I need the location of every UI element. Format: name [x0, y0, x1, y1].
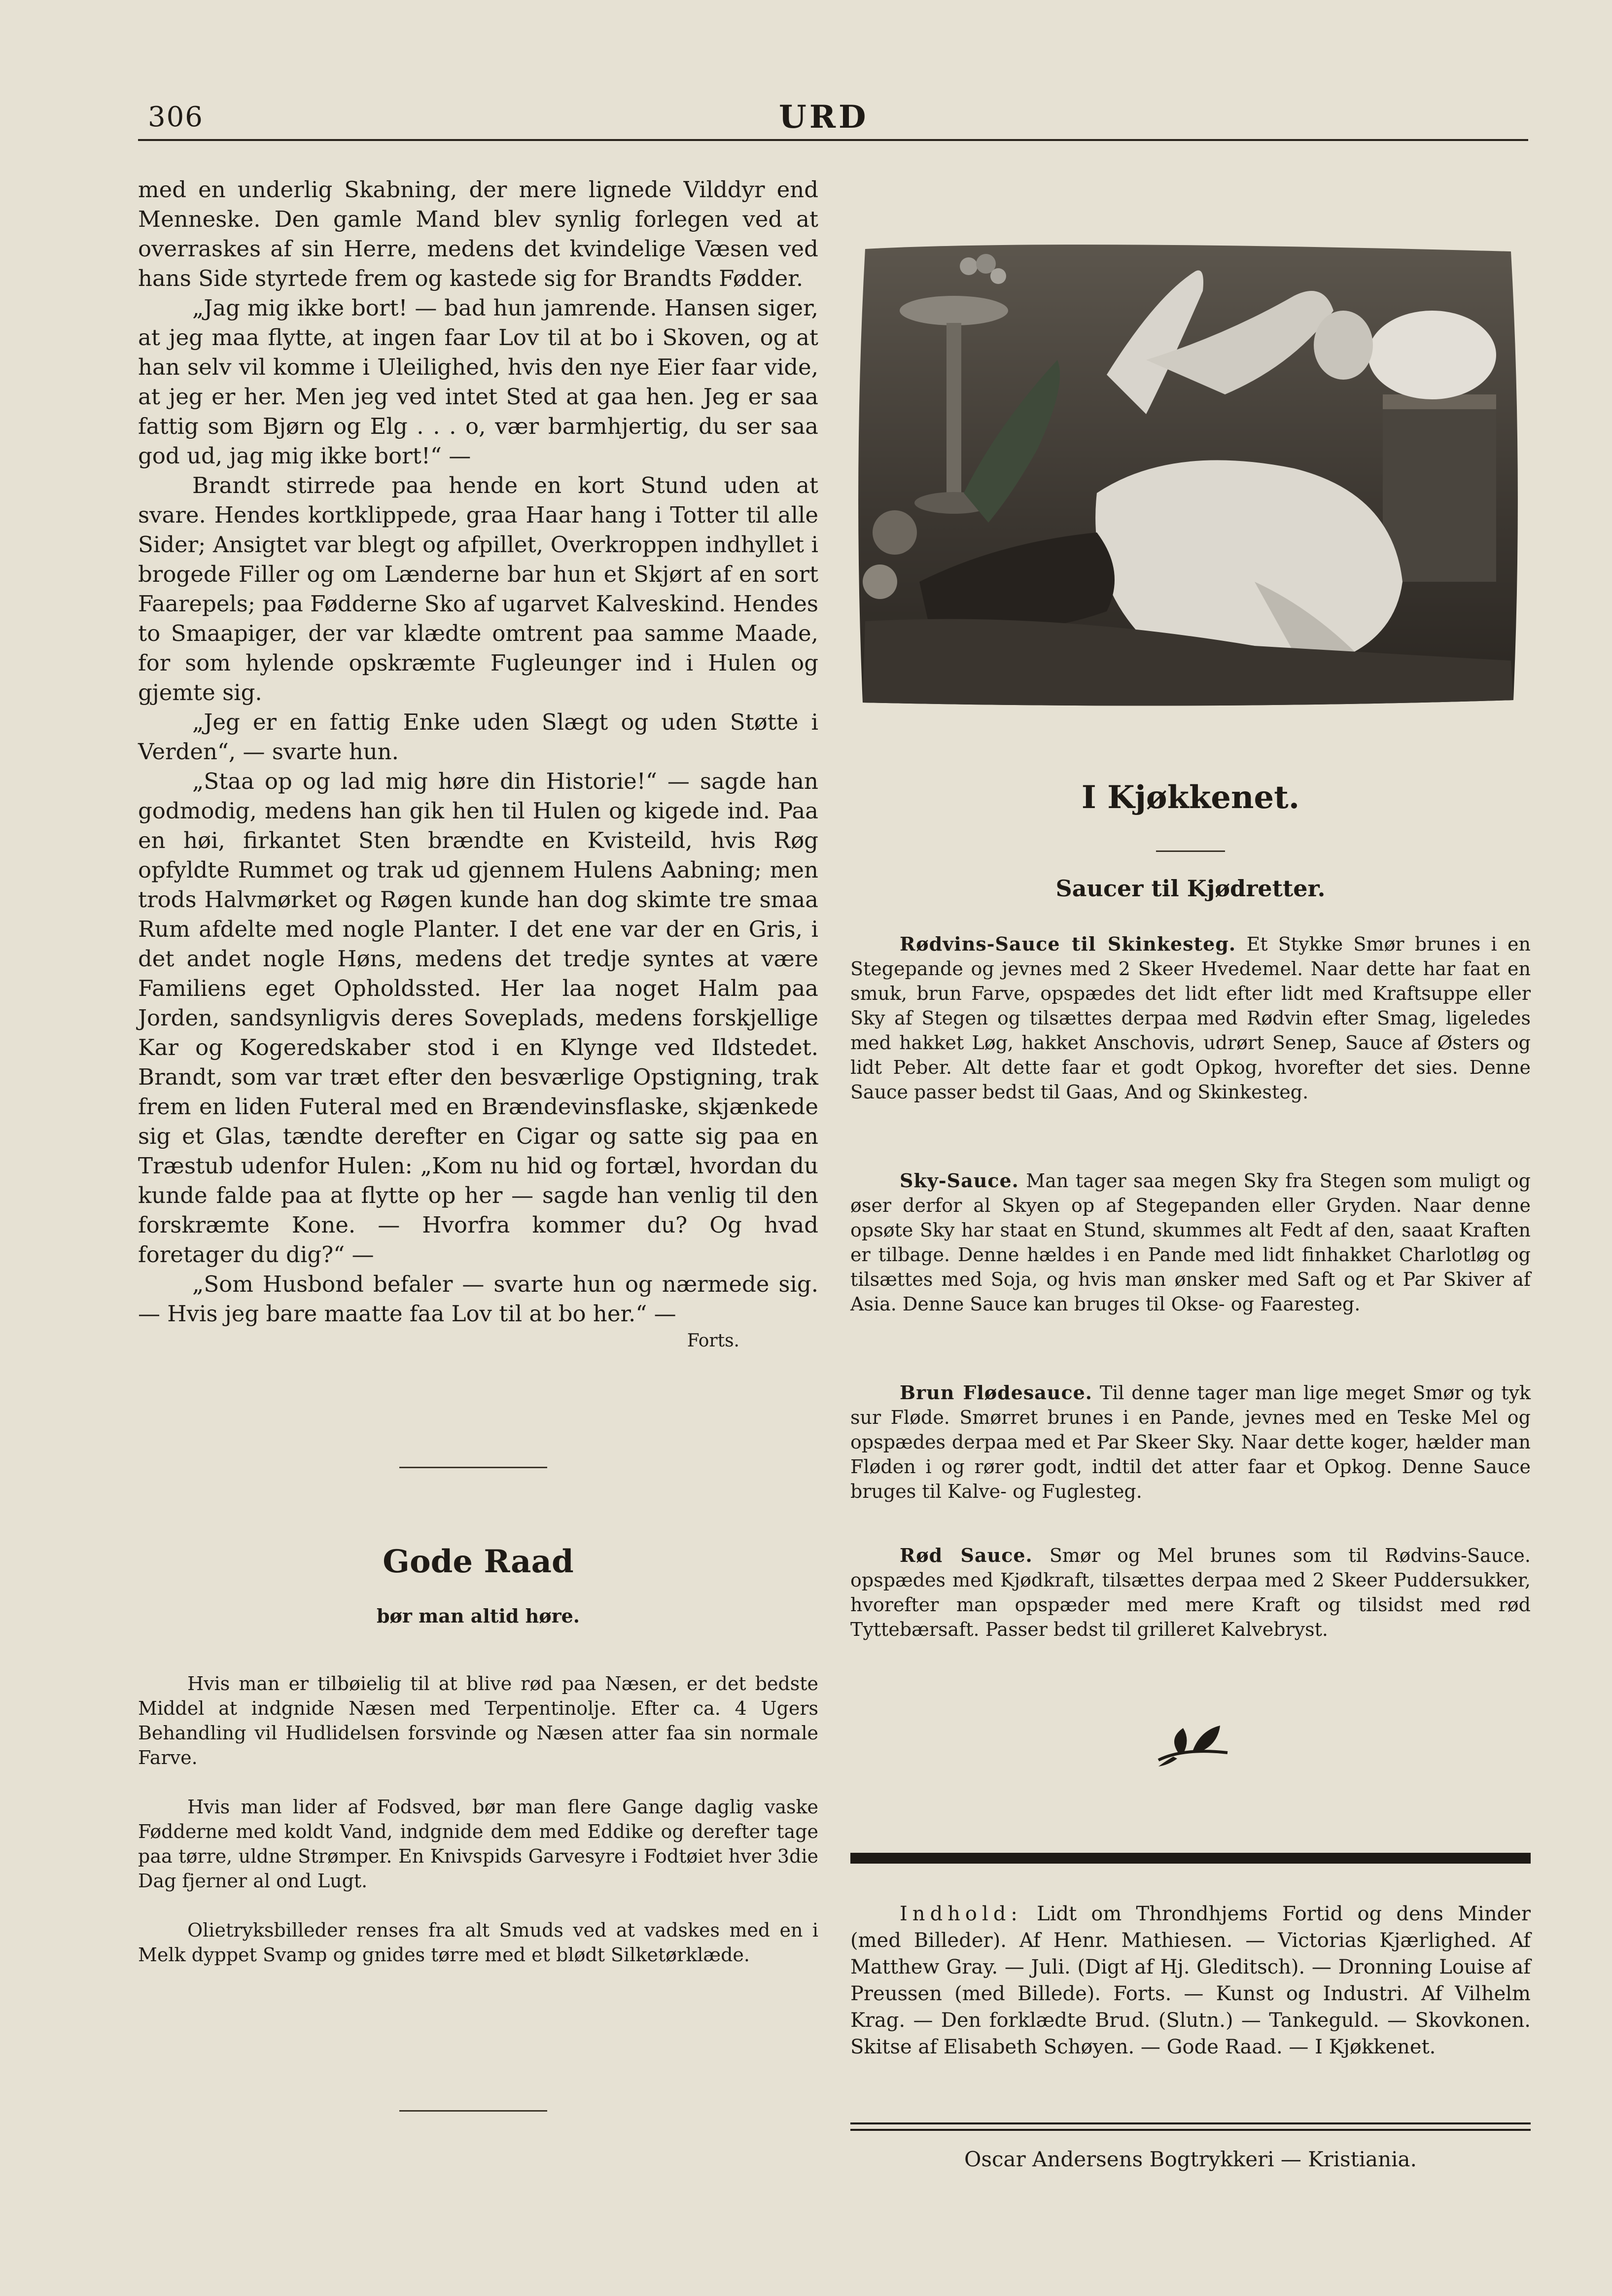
recipe-name: Brun Flødesauce. — [900, 1381, 1093, 1404]
story-paragraph: „Jag mig ikke bort! — bad hun jamrende. Hansen siger, at jeg maa flytte, at ingen faar Lov til at bo i Skoven, og at han selv vil komme i Uleilighed, hvis den nye Eier faar vide, at jeg er her. Men jeg ved intet Sted at gaa hen. Jeg er saa fattig som Bjørn og Elg . . . o, vær barmhjertig, du ser saa god ud, jag mig ikke bort!“ — — [138, 295, 818, 469]
recipe-name: Rød Sauce. — [900, 1544, 1033, 1566]
contents-label: Indhold: — [900, 1903, 1022, 1925]
continued-note: Forts. — [687, 1331, 739, 1351]
imprint-rule — [850, 2122, 1531, 2124]
flower-ornament-icon — [1154, 1713, 1232, 1767]
recipe — [850, 932, 1531, 1104]
gode-raad-paragraph: Hvis man er tilbøielig til at blive rød paa Næsen, er det bedste Middel at indgnide Næsen med Terpentinolje. Efter ca. 4 Ugers Behandling vil Hudlidelsen forsvinde og Næsen atter faa sin normale Farve. — [138, 1673, 818, 1768]
gode-raad-paragraph: Olietryksbilleder renses fra alt Smuds ved at vadskes med en i Melk dyppet Svamp og gnides tørre med et blødt Silketørklæde. — [138, 1919, 818, 1966]
contents-rule — [850, 1853, 1531, 1864]
contents-box — [850, 1901, 1531, 2060]
kitchen-subtitle: Saucer til Kjødretter. — [1055, 875, 1326, 902]
section-divider — [399, 1467, 547, 1468]
recipe-text: Til denne tager man lige meget Smør og tyk sur Fløde. Smørret brunes i en Pande, jevnes med en Teske Mel og opspædes derpaa med et Par Skeer Sky. Naar dette koger, hælder man Fløden i og rører godt, indtil det atter faar et Opkog. Denne Sauce bruges til Kalve- og Fuglesteg. — [850, 1382, 1531, 1502]
story-text — [138, 175, 818, 1329]
story-paragraph: med en underlig Skabning, der mere lignede Vilddyr end Menneske. Den gamle Mand blev synlig forlegen ved at overraskes af sin Herre, medens det kvindelige Væsen ved hans Side styrtede frem og kastede sig for Brandts Fødder. — [138, 177, 818, 291]
recipe-text: Smør og Mel brunes som til Rødvins-Sauce. opspædes med Kjødkraft, tilsættes derpaa med 2 Skeer Puddersukker, hvorefter man opspæder med mere Kraft og tilsidst med rød Tyttebærsaft. Passer bedst til grilleret Kalvebryst. — [850, 1545, 1531, 1640]
story-paragraph: „Staa op og lad mig høre din Historie!“ — sagde han godmodig, medens han gik hen til Hulen og kigede ind. Paa en høi, firkantet Sten brændte en Kvisteild, hvis Røg opfyldte Rummet og trak ud gjennem Hulens Aabning; men trods Halvmørket og Røgen kunde han dog skimte tre smaa Rum afdelte med nogle Planter. I det ene var der en Gris, i det andet nogle Høns, medens det tredje syntes at være Familiens eget Opholdssted. Her laa noget Halm paa Jorden, sandsynligvis deres Soveplads, medens forskjellige Kar og Kogeredskaber stod i en Klynge ved Ildstedet. Brandt, som var træt efter den besværlige Opstigning, trak frem en liden Futeral med en Brændevinsflaske, skjænkede sig et Glas, tændte derefter en Cigar og satte sig paa en Træstub udenfor Hulen: „Kom nu hid og fortæl, hvordan du kunde falde paa at flytte op her — sagde han venlig til den forskræmte Kone. — Hvorfra kommer du? Og hvad foretager du dig?“ — — [138, 768, 818, 1268]
story-column — [138, 175, 818, 1353]
kitchen-title: I Kjøkkenet. — [1081, 779, 1300, 816]
page-number: 306 — [148, 101, 204, 133]
story-paragraph: „Jeg er en fattig Enke uden Slægt og uden Støtte i Verden“, — svarte hun. — [138, 709, 818, 765]
gode-raad-text — [138, 1671, 818, 1967]
still-life-illustration — [850, 237, 1526, 712]
recipe-name: Sky-Sauce. — [900, 1169, 1019, 1192]
imprint-rule — [850, 2129, 1531, 2131]
printer-imprint: Oscar Andersens Bogtrykkeri — Kristiania. — [964, 2147, 1417, 2171]
header-rule — [138, 139, 1528, 141]
contents-text: Lidt om Throndhjems Fortid og dens Minder (med Billeder). Af Henr. Mathiesen. — Victorias Kjærlighed. Af Matthew Gray. — Juli. (Digt af Hj. Gleditsch). — Dronning Louise af Preussen (med Billede). Forts. — Kunst og Industri. Af Vilhelm Krag. — Den forklædte Brud. (Slutn.) — Tankeguld. — Skovkonen. Skitse af Elisabeth Schøyen. — Gode Raad. — I Kjøkkenet. — [850, 1903, 1531, 2058]
recipe-name: Rødvins-Sauce til Skinkesteg. — [900, 933, 1236, 955]
recipe-text: Man tager saa megen Sky fra Stegen som muligt og øser derfor al Skyen op af Stegepanden eller Gryden. Naar denne opsøte Sky har staat en Stund, skummes alt Fedt af den, saaat Kraften er tilbage. Denne hældes i en Pande med lidt finhakket Charlotløg og tilsættes med Soja, og hvis man ønsker med Saft og et Par Skiver af Asia. Denne Sauce kan bruges til Okse- og Faaresteg. — [850, 1170, 1531, 1315]
recipe — [850, 1543, 1531, 1642]
recipe-text: Et Stykke Smør brunes i en Stegepande og jevnes med 2 Skeer Hvedemel. Naar dette har faat en smuk, brun Farve, opspædes det lidt efter lidt med Kraftsuppe eller Sky af Stegen og tilsættes derpaa med Rødvin efter Smag, ligeledes med hakket Løg, hakket Anschovis, udrørt Senep, Sauce af Østers og lidt Peber. Alt dette faar et godt Opkog, hvorefter det sies. Denne Sauce passer bedst til Gaas, And og Skinkesteg. — [850, 933, 1531, 1103]
story-paragraph: „Som Husbond befaler — svarte hun og nærmede sig. — Hvis jeg bare maatte faa Lov til at bo her.“ — — [138, 1271, 818, 1327]
story-paragraph: Brandt stirrede paa hende en kort Stund uden at svare. Hendes kortklippede, graa Haar hang i Totter til alle Sider; Ansigtet var blegt og afpillet, Overkroppen indhyllet i brogede Filler og om Lænderne bar hun et Skjørt af en sort Faarepels; paa Fødderne Sko af ugarvet Kalveskind. Hendes to Smaapiger, der var klædte omtrent paa samme Maade, for som hylende opskræmte Fugleunger ind i Hulen og gjemte sig. — [138, 472, 818, 706]
kitchen-divider — [1156, 850, 1225, 852]
recipe — [850, 1168, 1531, 1316]
recipe — [850, 1380, 1531, 1504]
running-title: URD — [779, 99, 869, 136]
gode-raad-title: Gode Raad — [383, 1543, 574, 1580]
gode-raad-paragraph: Hvis man lider af Fodsved, bør man flere Gange daglig vaske Fødderne med koldt Vand, indgnide dem med Eddike og derefter tage paa tørre, uldne Strømper. En Knivspids Garvesyre i Fodtøiet hver 3die Dag fjerner al ond Lugt. — [138, 1796, 818, 1892]
end-divider — [399, 2110, 547, 2112]
gode-raad-subtitle: bør man altid høre. — [376, 1605, 580, 1627]
